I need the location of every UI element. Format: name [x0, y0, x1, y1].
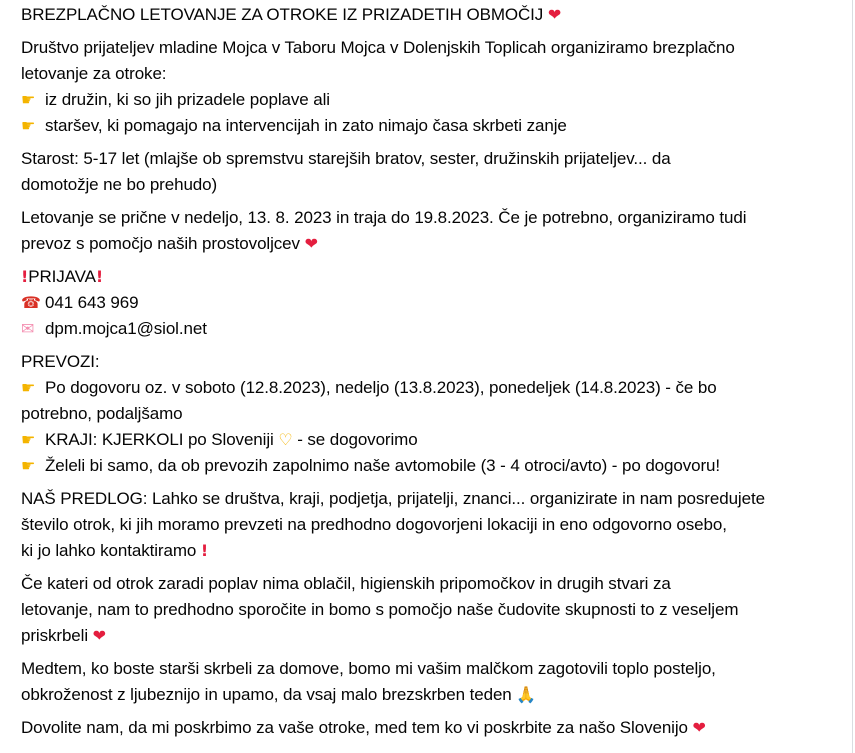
- intro-line: letovanje za otroke:: [21, 64, 167, 83]
- contact-heading: !PRIJAVA!: [21, 264, 846, 290]
- supplies-line: letovanje, nam to predhodno sporočite in bomo s pomočjo naše čudovite skupnosti to z veseljem: [21, 600, 739, 619]
- supplies-paragraph: [21, 571, 846, 649]
- intro-bullet: ☛ staršev, ki pomagajo na intervencijah in zato nimajo časa skrbeti zanje: [21, 113, 846, 139]
- age-paragraph: [21, 146, 846, 198]
- exclamation-icon: !: [95, 267, 104, 286]
- intro-paragraph: [21, 35, 846, 139]
- post-title-paragraph: [21, 2, 846, 28]
- pointing-hand-icon: ☛: [21, 378, 36, 397]
- heart-icon: ❤: [547, 5, 562, 24]
- transport-bullet: ☛ Po dogovoru oz. v soboto (12.8.2023), nedeljo (13.8.2023), ponedeljek (14.8.2023) - če bo: [21, 375, 846, 401]
- praying-hands-icon: 🙏: [516, 685, 537, 704]
- pointing-hand-icon: ☛: [21, 430, 36, 449]
- proposal-paragraph: [21, 486, 846, 564]
- post-title: BREZPLAČNO LETOVANJE ZA OTROKE IZ PRIZADETIH OBMOČIJ: [21, 5, 544, 24]
- age-line: Starost: 5-17 let (mlajše ob spremstvu starejših bratov, sester, družinskih prijateljev... da: [21, 149, 671, 168]
- meanwhile-line: Medtem, ko boste starši skrbeli za domove, bomo mi vašim malčkom zagotovili toplo posteljo,: [21, 659, 716, 678]
- supplies-line: Če kateri od otrok zaradi poplav nima oblačil, higienskih pripomočkov in drugih stvari za: [21, 574, 671, 593]
- intro-line: Društvo prijateljev mladine Mojca v Taboru Mojca v Dolenjskih Toplicah organiziramo brezplačno: [21, 38, 735, 57]
- transport-bullet: ☛ Želeli bi samo, da ob prevozih zapolnimo naše avtomobile (3 - 4 otroci/avto) - po dogovoru!: [21, 453, 846, 479]
- contact-paragraph: [21, 264, 846, 342]
- pointing-hand-icon: ☛: [21, 116, 36, 135]
- meanwhile-paragraph: [21, 656, 846, 708]
- proposal-line: NAŠ PREDLOG: Lahko se društva, kraji, podjetja, prijatelji, znanci... organizirate in nam posredujete: [21, 489, 765, 508]
- telephone-icon: ☎: [21, 293, 41, 312]
- heart-icon: ❤: [304, 234, 318, 253]
- age-line: domotožje ne bo prehudo): [21, 175, 218, 194]
- supplies-line: priskrbeli ❤: [21, 623, 846, 649]
- dates-line: Letovanje se prične v nedeljo, 13. 8. 2023 in traja do 19.8.2023. Če je potrebno, organiziramo tudi: [21, 208, 747, 227]
- transport-line: potrebno, podaljšamo: [21, 404, 183, 423]
- dates-line: prevoz s pomočjo naših prostovoljcev ❤: [21, 231, 846, 257]
- heart-icon: ❤: [692, 718, 706, 737]
- contact-email: [21, 316, 846, 342]
- pointing-hand-icon: ☛: [21, 90, 36, 109]
- love-letter-icon: ✉: [21, 319, 35, 338]
- dates-paragraph: [21, 205, 846, 257]
- transport-bullet: ☛ KRAJI: KJERKOLI po Sloveniji ♡ - se dogovorimo: [21, 427, 846, 453]
- intro-bullet: ☛ iz družin, ki so jih prizadele poplave ali: [21, 87, 846, 113]
- exclamation-icon: !: [21, 267, 29, 286]
- closing-line: Dovolite nam, da mi poskrbimo za vaše otroke, med tem ko vi poskrbite za našo Slovenijo ❤: [21, 715, 846, 741]
- proposal-line: ki jo lahko kontaktiramo !: [21, 538, 846, 564]
- pointing-hand-icon: ☛: [21, 456, 36, 475]
- email-link[interactable]: dpm.mojca1@siol.net: [45, 319, 207, 338]
- transport-heading: PREVOZI:: [21, 352, 100, 371]
- phone-number[interactable]: 041 643 969: [45, 293, 139, 312]
- contact-phone: [21, 290, 846, 316]
- transport-paragraph: [21, 349, 846, 479]
- meanwhile-line: obkroženost z ljubeznijo in upamo, da vsaj malo brezskrben teden 🙏: [21, 682, 846, 708]
- exclamation-icon: !: [200, 541, 209, 560]
- proposal-line: število otrok, ki jih moramo prevzeti na predhodno dogovorjeni lokaciji in eno odgovorno osebo,: [21, 515, 727, 534]
- heart-icon: ❤: [92, 626, 106, 645]
- heart-hands-icon: ♡: [278, 430, 293, 449]
- closing-paragraph: [21, 715, 846, 741]
